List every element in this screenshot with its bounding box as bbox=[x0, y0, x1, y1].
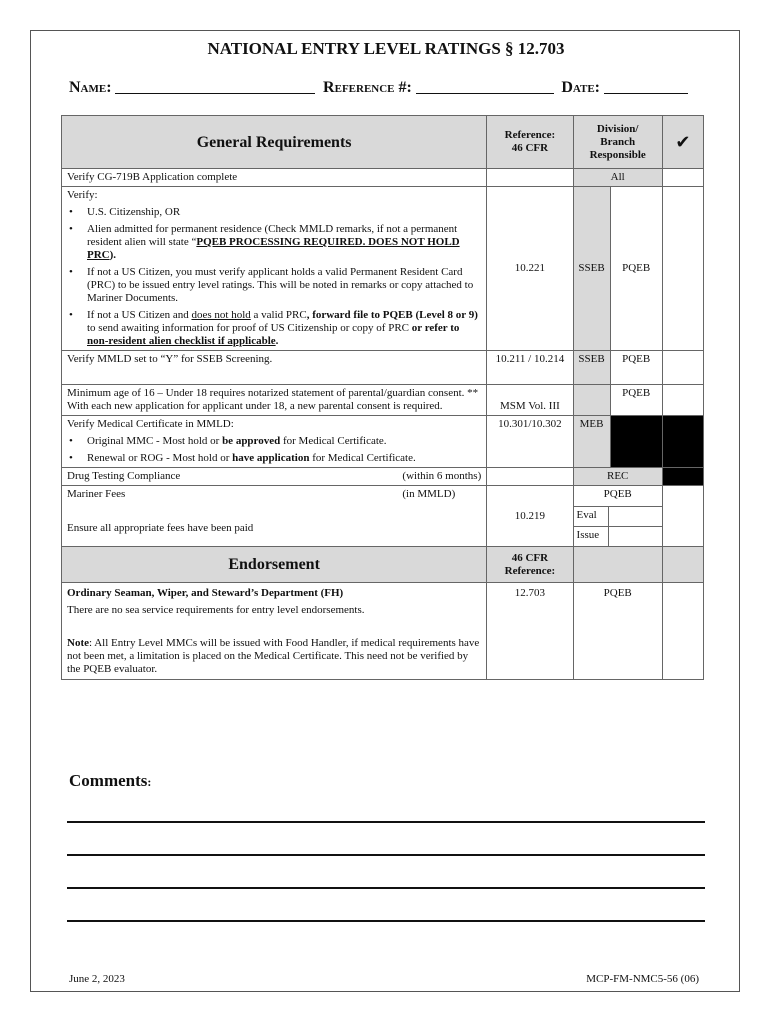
table-row bbox=[62, 416, 704, 468]
form-title: NATIONAL ENTRY LEVEL RATINGS § 12.703 bbox=[207, 39, 565, 58]
bullet-text: a valid PRC bbox=[250, 309, 307, 321]
row-check[interactable] bbox=[662, 385, 703, 416]
row-reference bbox=[487, 468, 573, 486]
division-heading-line2: Branch bbox=[600, 135, 636, 148]
row-division-secondary: PQEB bbox=[610, 187, 662, 351]
general-requirements-heading: General Requirements bbox=[62, 116, 487, 169]
footer-date: June 2, 2023 bbox=[69, 973, 125, 985]
row-intro: Verify: bbox=[67, 189, 98, 201]
comments-colon: : bbox=[147, 775, 152, 789]
row-text bbox=[62, 468, 487, 486]
reference-field[interactable] bbox=[416, 80, 554, 94]
date-label: Date: bbox=[561, 79, 601, 96]
division-heading-line3: Responsible bbox=[589, 148, 646, 161]
form-page bbox=[30, 30, 740, 992]
fees-subtable bbox=[574, 486, 662, 546]
table-row bbox=[62, 187, 704, 351]
row-reference bbox=[487, 169, 573, 187]
table-row bbox=[62, 486, 704, 547]
reference-label: Reference #: bbox=[323, 79, 412, 96]
row-division-secondary: PQEB bbox=[610, 385, 662, 416]
footer-form-id: MCP-FM-NMC5-56 (06) bbox=[586, 973, 699, 985]
table-row bbox=[62, 169, 704, 187]
bullet-item: • U.S. Citizenship, OR bbox=[67, 206, 481, 219]
reference-heading-line1: Reference: bbox=[504, 129, 556, 141]
row-reference: MSM Vol. III bbox=[487, 385, 573, 416]
comment-line[interactable] bbox=[67, 854, 705, 856]
row-division-primary bbox=[573, 385, 610, 416]
bullet-bold: , forward file to PQEB (Level 8 or 9) bbox=[306, 309, 478, 321]
row-division-secondary: PQEB bbox=[610, 351, 662, 385]
endorsement-division: PQEB bbox=[573, 583, 662, 680]
check-icon: ✔ bbox=[662, 116, 703, 169]
table-row bbox=[62, 468, 704, 486]
endorsement-reference-heading bbox=[487, 547, 573, 583]
endorsement-description: There are no sea service requirements for entry level endorsements. bbox=[67, 604, 365, 616]
reference-heading bbox=[487, 116, 573, 169]
name-field[interactable] bbox=[115, 80, 315, 94]
bullet-text: Alien admitted for permanent residence (Check MMLD remarks, if not a permanent resident alien will state “ bbox=[87, 223, 458, 248]
issue-field[interactable] bbox=[609, 526, 662, 546]
bullet-bold: or refer to bbox=[411, 322, 460, 334]
table-row bbox=[62, 385, 704, 416]
row-text bbox=[62, 416, 487, 468]
comments-label: Comments bbox=[69, 771, 148, 790]
comment-line[interactable] bbox=[67, 887, 705, 889]
endorsement-header-row bbox=[62, 547, 704, 583]
bullet-text: for Medical Certificate. bbox=[309, 452, 416, 464]
bullet-bold: be approved bbox=[222, 435, 281, 447]
row-note: (in MMLD) bbox=[402, 488, 456, 500]
endorsement-heading: Endorsement bbox=[62, 547, 487, 583]
row-text: Verify CG-719B Application complete bbox=[62, 169, 487, 187]
endorsement-title: Ordinary Seaman, Wiper, and Steward’s Department (FH) bbox=[67, 587, 344, 599]
division-heading-line1: Division/ bbox=[596, 122, 639, 135]
issue-label: Issue bbox=[574, 526, 609, 546]
bullet-item bbox=[67, 223, 481, 262]
row-subtext: Ensure all appropriate fees have been paid bbox=[67, 522, 254, 534]
checklist-link[interactable]: non-resident alien checklist if applicable bbox=[87, 335, 276, 347]
bullet-bold: have application bbox=[232, 452, 310, 464]
bullet-item: • If not a US Citizen, you must verify applicant holds a valid Permanent Resident Card (PRC) to be issued entry level ratings. This will be noted in remarks or copy attached to Mariner Documents. bbox=[67, 266, 481, 305]
row-note: (within 6 months) bbox=[402, 470, 482, 482]
fees-division: PQEB bbox=[574, 486, 662, 506]
eval-field[interactable] bbox=[609, 506, 662, 526]
row-check[interactable] bbox=[662, 169, 703, 187]
row-text: Minimum age of 16 – Under 18 requires notarized statement of parental/guardian consent. ** With each new application for applicant under 18, a new parental consent is required. bbox=[62, 385, 487, 416]
bullet-text: . bbox=[275, 335, 279, 347]
bullet-text: If not a US Citizen and bbox=[87, 309, 192, 321]
endorsement-division-heading bbox=[573, 547, 662, 583]
row-reference: 10.219 bbox=[487, 486, 573, 547]
row-reference: 10.211 / 10.214 bbox=[487, 351, 573, 385]
row-label: Drug Testing Compliance bbox=[67, 470, 181, 482]
endorsement-text bbox=[62, 583, 487, 680]
bullet-text: ). bbox=[109, 249, 117, 261]
eval-label: Eval bbox=[574, 506, 609, 526]
header-fields bbox=[69, 79, 709, 97]
bullet-underline: does not hold bbox=[191, 309, 251, 321]
reference-heading-line2: 46 CFR bbox=[511, 142, 549, 154]
date-field[interactable] bbox=[604, 80, 688, 94]
comment-line[interactable] bbox=[67, 821, 705, 823]
row-division: REC bbox=[573, 468, 662, 486]
bullet-text: Original MMC - Most hold or bbox=[87, 435, 223, 447]
row-reference: 10.301/10.302 bbox=[487, 416, 573, 468]
row-division-primary: SSEB bbox=[573, 351, 610, 385]
bullet-text: for Medical Certificate. bbox=[280, 435, 387, 447]
requirements-table bbox=[61, 115, 704, 680]
row-check[interactable] bbox=[662, 486, 703, 547]
row-label: Mariner Fees bbox=[67, 488, 126, 500]
blacked-out-check bbox=[662, 468, 703, 486]
row-check[interactable] bbox=[662, 187, 703, 351]
bullet-item bbox=[67, 309, 481, 348]
comment-line[interactable] bbox=[67, 920, 705, 922]
blacked-out-cell bbox=[610, 416, 662, 468]
fees-division-cell bbox=[573, 486, 662, 547]
bullet-text: to send awaiting information for proof of US Citizenship or copy of PRC bbox=[87, 322, 412, 334]
division-heading bbox=[573, 116, 662, 169]
table-header-row bbox=[62, 116, 704, 169]
row-check[interactable] bbox=[662, 583, 703, 680]
note-label: Note bbox=[67, 637, 89, 649]
row-check[interactable] bbox=[662, 351, 703, 385]
blacked-out-check bbox=[662, 416, 703, 468]
row-text bbox=[62, 187, 487, 351]
row-text bbox=[62, 486, 487, 547]
endorsement-reference: 12.703 bbox=[487, 583, 573, 680]
table-row bbox=[62, 351, 704, 385]
endorsement-note bbox=[67, 637, 481, 676]
row-text-spread bbox=[67, 488, 481, 501]
endorsement-reference-line2: Reference: bbox=[504, 564, 556, 577]
row-text-spread bbox=[67, 470, 481, 483]
bullet-item bbox=[67, 452, 481, 465]
bullet-item bbox=[67, 435, 481, 448]
row-text: Verify MMLD set to “Y” for SSEB Screening. bbox=[62, 351, 487, 385]
bullet-text: Renewal or ROG - Most hold or bbox=[87, 452, 233, 464]
row-division-primary: SSEB bbox=[573, 187, 610, 351]
table-row bbox=[62, 583, 704, 680]
name-label: Name: bbox=[69, 79, 112, 96]
row-division-primary: MEB bbox=[573, 416, 610, 468]
row-reference: 10.221 bbox=[487, 187, 573, 351]
row-division: All bbox=[573, 169, 662, 187]
endorsement-check-heading bbox=[662, 547, 703, 583]
bullet-bold: PQEB PROCESSING REQUIRED. DOES NOT HOLD PRC bbox=[87, 236, 460, 261]
endorsement-reference-line1: 46 CFR bbox=[511, 551, 549, 564]
row-intro: Verify Medical Certificate in MMLD: bbox=[67, 418, 234, 430]
comments-heading bbox=[69, 771, 151, 791]
note-text: : All Entry Level MMCs will be issued with Food Handler, if medical requirements have not been met, a limitation is placed on the Medical Certificate. This need not be verified by the PQEB evaluator. bbox=[67, 637, 480, 675]
